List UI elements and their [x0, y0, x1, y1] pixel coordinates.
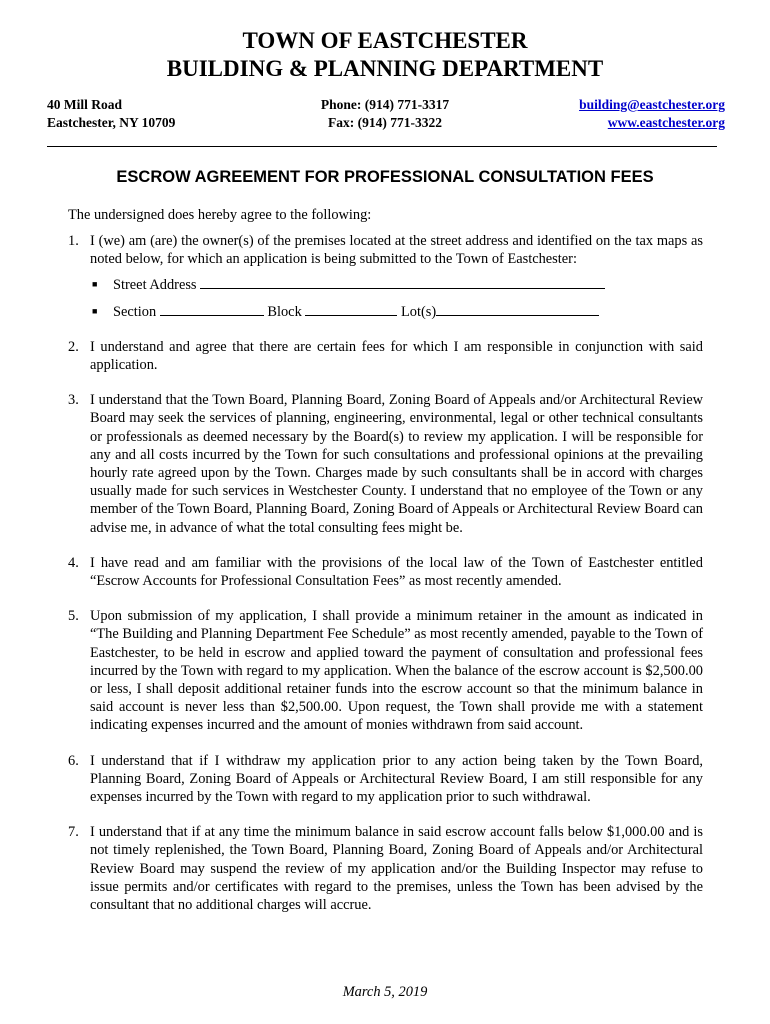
item-number: 6. — [68, 752, 79, 769]
street-address-blank[interactable] — [200, 275, 605, 289]
fax-number: Fax: (914) 771-3322 — [328, 115, 442, 130]
item-text: I (we) am (are) the owner(s) of the premises located at the street address and identified on the tax maps as noted below, for which an application is being submitted to the Town of Eastchester: — [90, 233, 703, 268]
item-text: I understand and agree that there are certain fees for which I am responsible in conjunction with said application. — [90, 338, 703, 374]
item-text: I understand that if I withdraw my application prior to any action being taken by the Town Board, Planning Board, Zoning Board of Appeals or Architectural Review Board, I am still responsible for any expenses incurred by the Town with regard to my application prior to such withdrawal. — [90, 752, 703, 806]
address-line-1: 40 Mill Road — [47, 97, 123, 112]
list-item — [68, 752, 703, 807]
item-text: I have read and am familiar with the provisions of the local law of the Town of Eastchester entitled “Escrow Accounts for Professional Consultation Fees” as most recently amended. — [90, 554, 703, 590]
website-link[interactable]: www.eastchester.org — [607, 115, 725, 130]
street-address-field — [68, 275, 703, 294]
item-number: 4. — [68, 554, 79, 571]
document-heading: ESCROW AGREEMENT FOR PROFESSIONAL CONSULTATION FEES — [116, 168, 654, 186]
address-line-2: Eastchester, NY 10709 — [47, 115, 176, 130]
block-label: Block — [267, 303, 302, 320]
email-link[interactable]: building@eastchester.org — [579, 97, 725, 112]
title-line-1: TOWN OF EASTCHESTER — [242, 28, 528, 53]
contact-web-block — [579, 96, 725, 132]
phone-number: Phone: (914) 771-3317 — [320, 97, 450, 112]
item-number: 5. — [68, 608, 79, 625]
address-block — [47, 96, 175, 132]
item-text: I understand that if at any time the minimum balance in said escrow account falls below $1,000.00 and is not timely replenished, the Town Board, Planning Board, Zoning Board of Appeals and/or Architectural Review Board may suspend the review of my application and/or the Building Inspector may refuse to issue permits and/or certificates with regard to the premises, unless the Town has been advised by the consultant that no additional charges will accrue. — [90, 824, 703, 914]
footer-date: March 5, 2019 — [342, 984, 428, 1000]
list-item — [68, 338, 703, 374]
bullet-square-icon: ■ — [92, 305, 98, 316]
list-item — [68, 232, 703, 268]
list-item — [68, 554, 703, 590]
section-block-lot-field — [68, 302, 703, 321]
street-address-label: Street Address — [113, 277, 197, 294]
list-item — [68, 607, 703, 734]
title-line-2: BUILDING & PLANNING DEPARTMENT — [166, 56, 604, 81]
item-number: 7. — [68, 824, 79, 841]
item-text: Upon submission of my application, I shall provide a minimum retainer in the amount as indicated in “The Building and Planning Department Fee Schedule” as most recently amended, payable to the Town of Eastchester, to be held in escrow and applied toward the payment of consultation and professional fees incurred by the Town with regard to my application. When the balance of the escrow account is $2,500.00 or less, I shall deposit additional retainer funds into the escrow account so that the minimum balance in said account is never less than $2,500.00. Upon request, the Town shall provide me with a statement indicating expenses incurred and the amount of monies withdrawn from said account. — [90, 608, 703, 734]
item-text: I understand that the Town Board, Planning Board, Zoning Board of Appeals and/or Architectural Review Board may seek the services of planning, engineering, environmental, legal or other technical consultants or professionals as deemed necessary by the Board(s) to review my application. I will be responsible for any and all costs incurred by the Town for such consultations and professional opinions at the prevailing hourly rate agreed upon by the Town. Charges made by such consultants shall be in accord with charges usually made for such services in Westchester County. I understand that no employee of the Town or any member of the Town Board, Planning Board, Zoning Board of Appeals or Architectural Review Board can advise me, in advance of what the total consulting fees might be. — [90, 392, 703, 536]
section-blank[interactable] — [160, 302, 264, 316]
list-item — [68, 823, 703, 914]
bullet-square-icon: ■ — [92, 279, 98, 290]
item-number: 3. — [68, 392, 79, 409]
list-item — [68, 391, 703, 537]
header-divider — [47, 146, 717, 147]
contact-phone-block — [310, 96, 460, 132]
agreement-list — [68, 232, 703, 914]
section-label: Section — [113, 303, 157, 320]
item-number: 2. — [68, 338, 79, 355]
lots-label: Lot(s) — [400, 303, 437, 320]
lots-blank[interactable] — [436, 302, 599, 316]
item-number: 1. — [68, 233, 79, 249]
block-blank[interactable] — [305, 302, 397, 316]
intro-text: The undersigned does hereby agree to the following: — [68, 207, 372, 223]
